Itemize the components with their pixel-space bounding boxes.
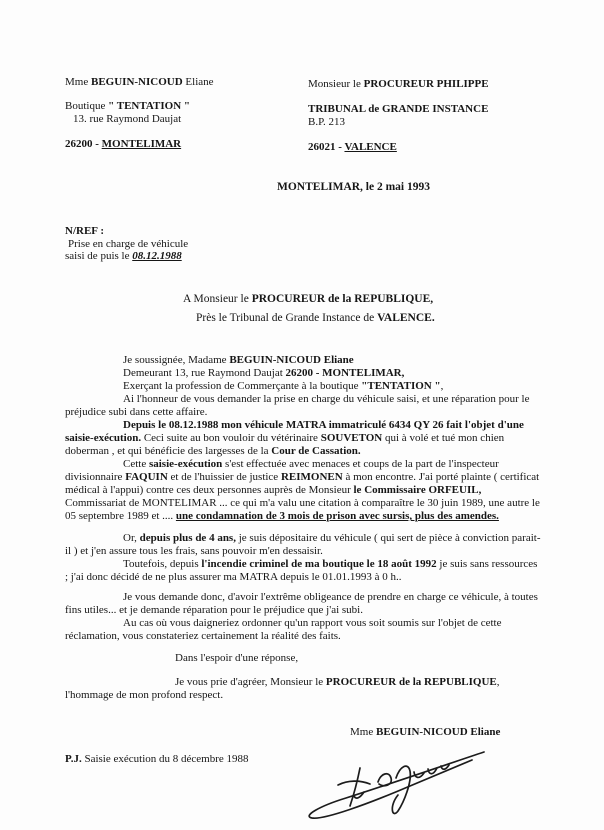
addressee-court-line: Près le Tribunal de Grande Instance de VALENCE.	[196, 312, 435, 324]
sender-boutique: Boutique " TENTATION "	[65, 100, 190, 112]
body-paragraph: Toutefois, depuis l'incendie criminel de ma boutique le 18 août 1992 je suis sans ressources ; j'ai donc décidé de ne plus assurer ma MATRA depuis le 01.01.1993 à 0 h..	[65, 558, 538, 583]
sender-city: 26200 - MONTELIMAR	[65, 138, 182, 150]
body-paragraph: Demeurant 13, rue Raymond Daujat 26200 - MONTELIMAR,	[123, 367, 405, 379]
reference-block	[65, 225, 188, 263]
body-paragraph: Je soussignée, Madame BEGUIN-NICOUD Eliane	[123, 354, 354, 366]
reference-date: saisi de puis le 08.12.1988	[65, 250, 182, 262]
reference-label: N/REF :	[65, 225, 105, 237]
attachment-line: P.J. Saisie exécution du 8 décembre 1988	[65, 753, 249, 765]
body-paragraph: Or, depuis plus de 4 ans, je suis dépositaire du véhicule ( qui sert de pièce à conviction parait-il ) et j'en assure tous les frais, sans pouvoir m'en dessaisir.	[65, 532, 541, 557]
sender-street: 13. rue Raymond Daujat	[73, 113, 182, 125]
body-paragraph: Depuis le 08.12.1988 mon véhicule MATRA immatriculé 6434 QY 26 fait l'objet d'une saisie-exécution. Ceci suite au bon vouloir du vétérinaire SOUVETON qui à volé et tué mon chien doberman , et qui bénéficie des largesses de la Cour de Cassation.	[65, 419, 524, 457]
recipient-name: Monsieur le PROCUREUR PHILIPPE	[308, 78, 489, 90]
body-paragraph: Au cas où vous daigneriez ordonner qu'un rapport vous soit soumis sur l'objet de cette réclamation, vous constateriez certainement la réalité des faits.	[65, 617, 502, 642]
letter-body	[65, 354, 543, 702]
signature-scribble	[298, 738, 494, 826]
recipient-po-box: B.P. 213	[308, 116, 345, 128]
body-paragraph: Exerçant la profession de Commerçante à la boutique "TENTATION ",	[123, 380, 444, 392]
addressee-line: A Monsieur le PROCUREUR de la REPUBLIQUE,	[183, 293, 434, 305]
addressee-block	[183, 293, 435, 325]
reference-subject: Prise en charge de véhicule	[68, 237, 189, 250]
sender-name: Mme BEGUIN-NICOUD Eliane	[65, 76, 214, 88]
body-paragraph: Cette saisie-exécution s'est effectuée avec menaces et coups de la part de l'inspecteur divisionnaire FAQUIN et de l'huissier de justice REIMONEN à mon encontre. J'ai porté plainte ( certificat médical à l'appui) contre ces deux personnes auprès de Monsieur le Commissaire ORFEUIL, Commissariat de MONTELIMAR ... ce qui m'a valu une citation à comparaître le 30 juin 1989, une autre le 05 septembre 1989 et .... une condamnation de 3 mois de prison avec sursis, plus des amendes.	[65, 458, 540, 522]
recipient-institution: TRIBUNAL de GRANDE INSTANCE	[308, 103, 489, 115]
recipient-block	[308, 78, 489, 154]
signature-name: Mme BEGUIN-NICOUD Eliane	[350, 726, 501, 738]
body-paragraph: Je vous demande donc, d'avoir l'extrême obligeance de prendre en charge ce véhicule, à toutes fins utiles... et je demande réparation pour le préjudice que j'ai subi.	[65, 591, 538, 616]
closing-formula: Je vous prie d'agréer, Monsieur le PROCUREUR de la REPUBLIQUE, l'hommage de mon profond respect.	[65, 676, 500, 701]
sender-block	[65, 76, 214, 151]
body-paragraph: Ai l'honneur de vous demander la prise en charge du véhicule saisi, et une réparation pour le préjudice subi dans cette affaire.	[65, 393, 530, 418]
date-line: MONTELIMAR, le 2 mai 1993	[277, 181, 431, 193]
closing-hope-line: Dans l'espoir d'une réponse,	[175, 652, 299, 664]
recipient-city: 26021 - VALENCE	[308, 141, 397, 153]
